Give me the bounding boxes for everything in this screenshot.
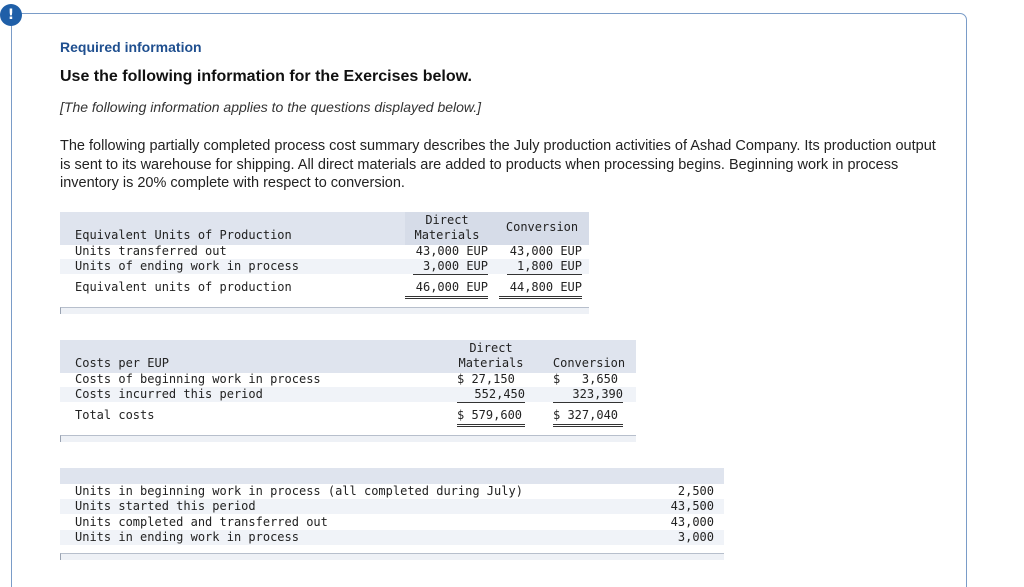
eup-title: Equivalent Units of Production: [75, 228, 292, 242]
problem-description: The following partially completed process cost summary describes the July production activities of Ashad Company. Its production output is sent to its warehouse for shipping. All direct materials are added to products when processing begins. Beginning work in process inventory is 20% complete with respect to conversion.: [60, 138, 936, 191]
row-dm: 43,000 EUP: [415, 244, 488, 258]
table-bottom-rule: [60, 307, 589, 314]
table-row: [60, 372, 636, 387]
row-value: 43,500: [670, 499, 714, 513]
table-row: [60, 244, 589, 259]
table-row: [60, 387, 636, 402]
row-dm: 46,000 EUP: [405, 280, 488, 299]
row-label: Total costs: [75, 408, 155, 422]
row-conv: $ 327,040: [553, 408, 623, 427]
row-conv: 43,000 EUP: [509, 244, 582, 258]
row-label: Units in beginning work in process (all completed during July): [75, 484, 523, 498]
row-value: 2,500: [677, 484, 714, 498]
table-bottom-rule: [60, 435, 636, 442]
row-value: 43,000: [670, 515, 714, 529]
row-label: Units started this period: [75, 499, 256, 513]
table-row: [60, 484, 724, 499]
table-row: [60, 280, 589, 295]
row-dm: 552,450: [457, 387, 525, 403]
applies-note: [The following information applies to the questions displayed below.]: [60, 99, 482, 115]
alert-icon: !: [0, 4, 22, 26]
row-dm: $ 27,150: [457, 372, 515, 386]
table-row: [60, 499, 724, 514]
row-label: Costs incurred this period: [75, 387, 263, 401]
cost-col-conversion: Conversion: [552, 356, 626, 370]
row-label: Equivalent units of production: [75, 280, 292, 294]
row-conv: $ 3,650: [553, 372, 619, 386]
eup-col-dm-line1: Direct: [425, 213, 469, 227]
row-dm: 3,000 EUP: [413, 259, 488, 275]
required-information-heading: Required information: [60, 39, 202, 55]
cost-col-dm-line1: Direct: [469, 341, 513, 355]
row-conv: 44,800 EUP: [499, 280, 582, 299]
cost-col-dm-line2: Materials: [458, 356, 524, 370]
row-label: Units transferred out: [75, 244, 227, 258]
table-row: [60, 515, 724, 530]
units-header-band: [60, 468, 724, 484]
table-row: [60, 408, 636, 423]
row-conv: 1,800 EUP: [507, 259, 582, 275]
cost-title: Costs per EUP: [75, 356, 169, 370]
row-label: Costs of beginning work in process: [75, 372, 321, 386]
row-value: 3,000: [677, 530, 714, 544]
table-row: [60, 530, 724, 545]
row-conv: 323,390: [553, 387, 623, 403]
use-info-heading: Use the following information for the Exercises below.: [60, 68, 472, 85]
row-label: Units in ending work in process: [75, 530, 299, 544]
row-label: Units completed and transferred out: [75, 515, 328, 529]
table-bottom-rule: [60, 553, 724, 560]
eup-col-dm-line2: Materials: [414, 228, 480, 242]
row-label: Units of ending work in process: [75, 259, 299, 273]
row-dm: $ 579,600: [457, 408, 525, 427]
table-row: [60, 259, 589, 274]
eup-col-conversion: Conversion: [505, 220, 579, 234]
